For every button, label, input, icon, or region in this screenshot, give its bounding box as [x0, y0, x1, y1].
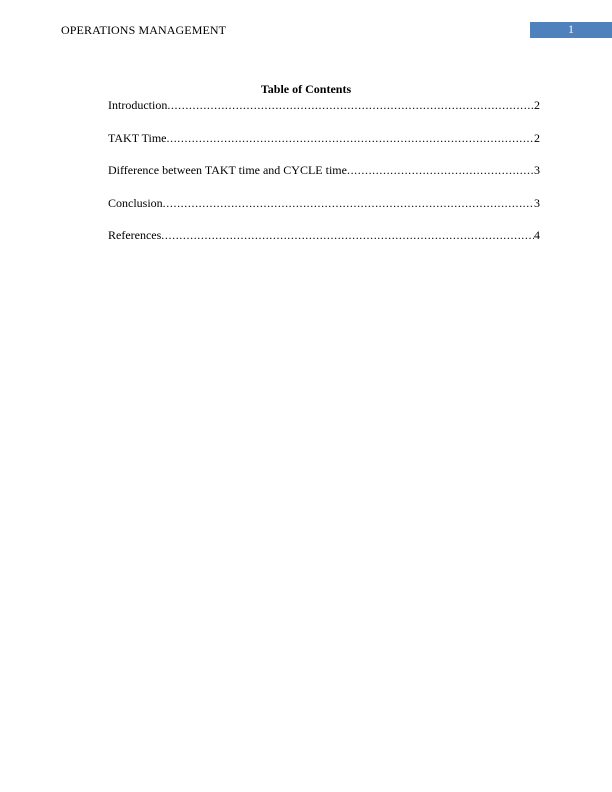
toc-dot-leader	[161, 227, 534, 243]
toc-entry-page: 4	[534, 228, 540, 242]
toc-entry-label: Difference between TAKT time and CYCLE time	[108, 163, 347, 177]
page-number-badge	[530, 22, 612, 38]
toc-entry-page: 2	[534, 98, 540, 112]
toc-entry-label: TAKT Time	[108, 130, 167, 145]
toc-entry-page: 3	[534, 163, 540, 177]
toc-entry-conclusion[interactable]	[108, 195, 540, 211]
toc-dot-leader	[167, 130, 535, 146]
toc-entry-references[interactable]	[108, 227, 540, 243]
toc-dot-leader	[167, 97, 534, 113]
toc-list	[108, 97, 540, 260]
toc-entry-label: Introduction	[108, 98, 168, 112]
toc-dot-leader	[163, 195, 534, 211]
toc-entry-label: Conclusion	[108, 195, 163, 210]
toc-entry-label: References	[108, 228, 162, 242]
toc-entry-introduction[interactable]	[108, 97, 540, 113]
running-header-title: OPERATIONS MANAGEMENT	[61, 23, 227, 37]
toc-entry-takt-time[interactable]	[108, 130, 540, 146]
toc-entry-page: 3	[534, 195, 540, 210]
toc-dot-leader	[347, 162, 534, 178]
toc-heading: Table of Contents	[260, 82, 352, 96]
page-number: 1	[568, 24, 574, 36]
toc-entry-page: 2	[534, 130, 540, 145]
toc-entry-difference[interactable]	[108, 162, 540, 178]
